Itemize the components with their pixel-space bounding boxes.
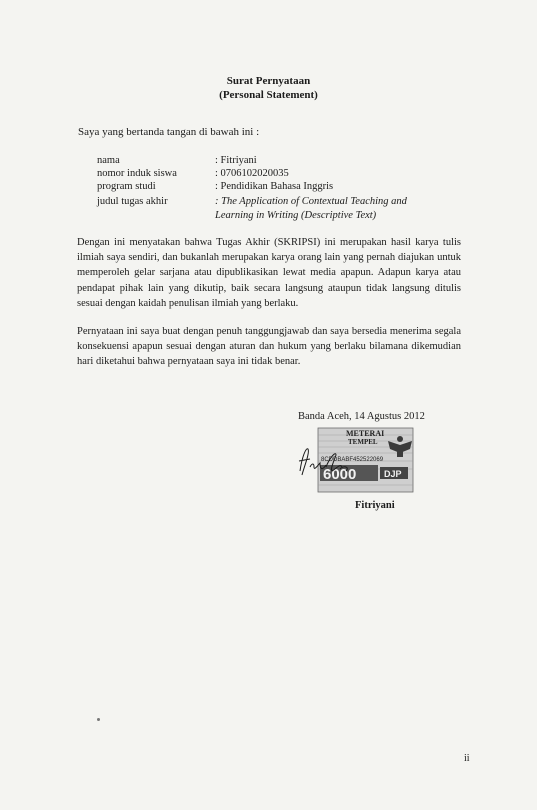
- page-number: ii: [464, 753, 470, 764]
- scan-speck: [97, 718, 100, 721]
- field-value-program: : Pendidikan Bahasa Inggris: [215, 181, 334, 192]
- stamp-with-signature: [296, 427, 446, 497]
- field-label-judul: judul tugas akhir: [97, 196, 168, 207]
- stamp-line2: TEMPEL: [348, 438, 378, 446]
- place-date: Banda Aceh, 14 Agustus 2012: [298, 411, 425, 422]
- statement-paragraph-2: Pernyataan ini saya buat dengan penuh tanggungjawab dan saya bersedia menerima segala konsekuensi apapun sesuai dengan aturan dan hukum yang berlaku bilamana dikemudian hari diketahui bahwa pernyataan saya ini tidak benar.: [77, 326, 461, 368]
- field-label-program: program studi: [97, 181, 156, 192]
- document-title: Surat Pernyataan: [226, 75, 311, 87]
- field-value-nama: : Fitriyani: [215, 155, 257, 166]
- signer-name: Fitriyani: [355, 500, 395, 511]
- field-label-nama: nama: [97, 155, 120, 166]
- intro-text: Saya yang bertanda tangan di bawah ini :: [78, 126, 260, 138]
- field-value-nis: : 0706102020035: [215, 168, 289, 179]
- document-subtitle: (Personal Statement): [219, 89, 318, 101]
- revenue-stamp: [318, 428, 413, 492]
- stamp-agency: DJP: [384, 469, 402, 479]
- stamp-amount: 6000: [323, 466, 357, 483]
- field-label-nis: nomor induk siswa: [97, 168, 177, 179]
- field-value-judul-line2: Learning in Writing (Descriptive Text): [215, 210, 377, 221]
- field-value-judul: : The Application of Contextual Teaching and: [215, 196, 407, 207]
- stamp-line1: METERAI: [346, 429, 385, 438]
- stamp-serial: 8CDDBABF452522069: [321, 457, 384, 463]
- statement-paragraph-1: Dengan ini menyatakan bahwa Tugas Akhir (SKRIPSI) ini merupakan hasil karya tulis ilmiah saya sendiri, dan bukanlah merupakan karya orang lain yang pernah diajukan untuk memperoleh gelar sarjana atau dipublikasikan lewat media apapun. Adapun karya atau pendapat pihak lain yang dikutip, baik secara langsung ataupun tidak langsung ditulis sesuai dengan kaidah penulisan ilmiah yang berlaku.: [77, 237, 461, 309]
